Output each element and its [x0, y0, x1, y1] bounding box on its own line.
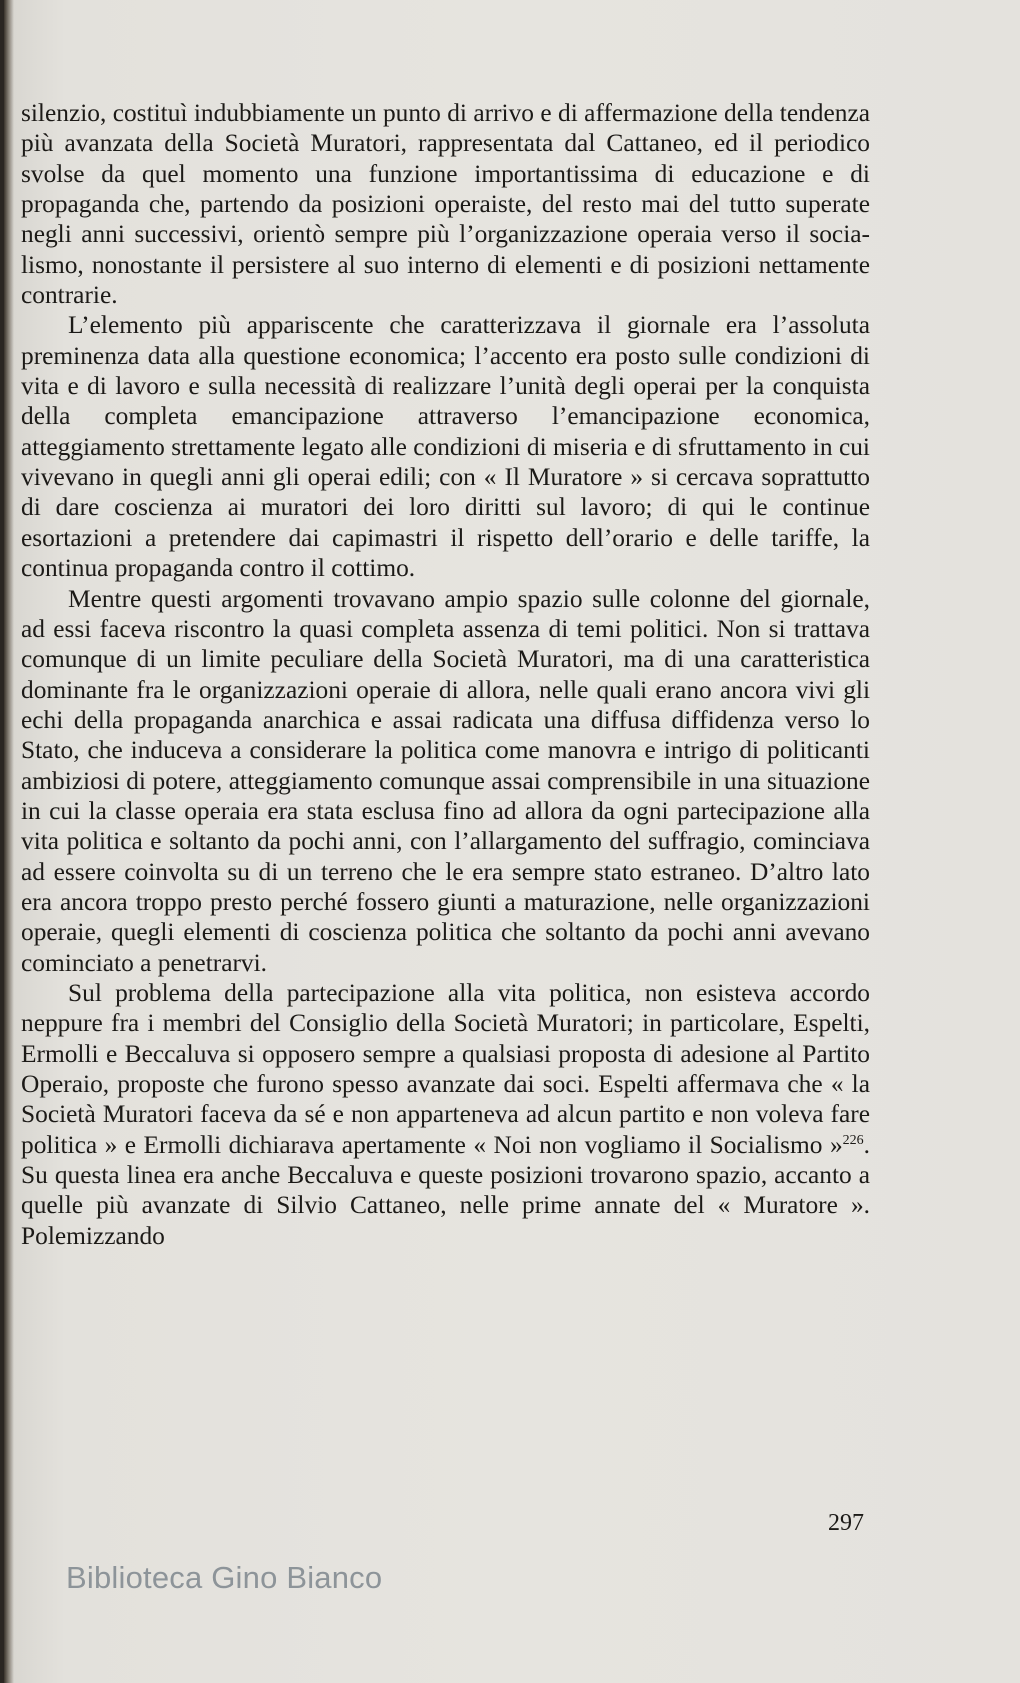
paragraph-1: silenzio, costituì indubbiamente un punto di arrivo e di affermazione della tendenza più avanzata della Società Muratori, rappresentata dal Cattaneo, ed il periodico svolse da quel momento una funzione importantissima di educazione e di propaganda che, partendo da posizioni operaiste, del resto mai del tutto superate negli anni successivi, orientò sempre più l’organizzazione operaia verso il socialismo, nonostante il persistere al suo interno di elementi e di posizioni nettamente contrarie. — [21, 99, 870, 310]
book-page — [4, 0, 1020, 1683]
footnote-reference: 226 — [842, 1132, 864, 1148]
paragraph-4-text-before-note: Sul problema della partecipazione alla vita politica, non esisteva accordo neppure fra i membri del Consiglio della Società Muratori; in particolare, Espelti, Ermolli e Beccaluva si opposero sempre a qualsiasi proposta di adesione al Partito Operaio, proposte che furono spesso avanzate dai soci. Espelti affermava che « la Società Muratori faceva da sé e non apparteneva ad alcun partito e non voleva fare politica » e Ermolli dichiarava apertamente « Noi non vogliamo il Socialismo » — [21, 978, 870, 1159]
paragraph-2: L’elemento più appariscente che caratterizzava il giornale era l’assoluta preminenza data alla questione economica; l’accento era posto sulle condizioni di vita e di lavoro e sulla necessità di realizzare l’unità degli operai per la conquista della completa emancipazione attraverso l’emancipazione economica, atteggiamento strettamente legato alle condizioni di miseria e di sfruttamento in cui vivevano in quegli anni gli operai edili; con « Il Muratore » si cercava soprattutto di dare coscienza ai muratori dei loro diritti sul lavoro; di qui le continue esortazioni a pretendere dai capimastri il rispetto dell’orario e delle tariffe, la continua propaganda contro il cottimo. — [21, 311, 870, 583]
paragraph-4-text-after-note: . Su questa linea era anche Beccaluva e queste posizioni trovarono spazio, accanto a quelle più avanzate di Silvio Cattaneo, nelle prime annate del « Muratore ». Polemizzando — [21, 1130, 870, 1250]
page-gutter-shadow — [4, 0, 14, 1683]
body-text — [21, 98, 870, 1251]
page-number: 297 — [828, 1510, 864, 1536]
paragraph-4 — [21, 978, 870, 1251]
paragraph-3: Mentre questi argomenti trovavano ampio spazio sulle colonne del giornale, ad essi faceva riscontro la quasi completa assenza di temi politici. Non si trattava comunque di un limite peculiare della Società Muratori, ma di una caratteristica dominante fra le organizzazioni operaie di allora, nelle quali erano ancora vivi gli echi della propaganda anarchica e assai radicata una diffusa diffidenza verso lo Stato, che induceva a considerare la politica come manovra e intrigo di politicanti ambiziosi di potere, atteggiamento comunque assai comprensibile in una situazione in cui la classe operaia era stata esclusa fino ad allora da ogni partecipazione alla vita politica e soltanto da pochi anni, con l’allargamento del suffragio, cominciava ad essere coinvolta su di un terreno che le era sempre stato estraneo. D’altro lato era ancora troppo presto perché fossero giunti a maturazione, nelle organizzazioni operaie, quegli elementi di coscienza politica che soltanto da pochi anni avevano cominciato a penetrarvi. — [21, 584, 870, 977]
library-watermark: Biblioteca Gino Bianco — [66, 1560, 383, 1595]
